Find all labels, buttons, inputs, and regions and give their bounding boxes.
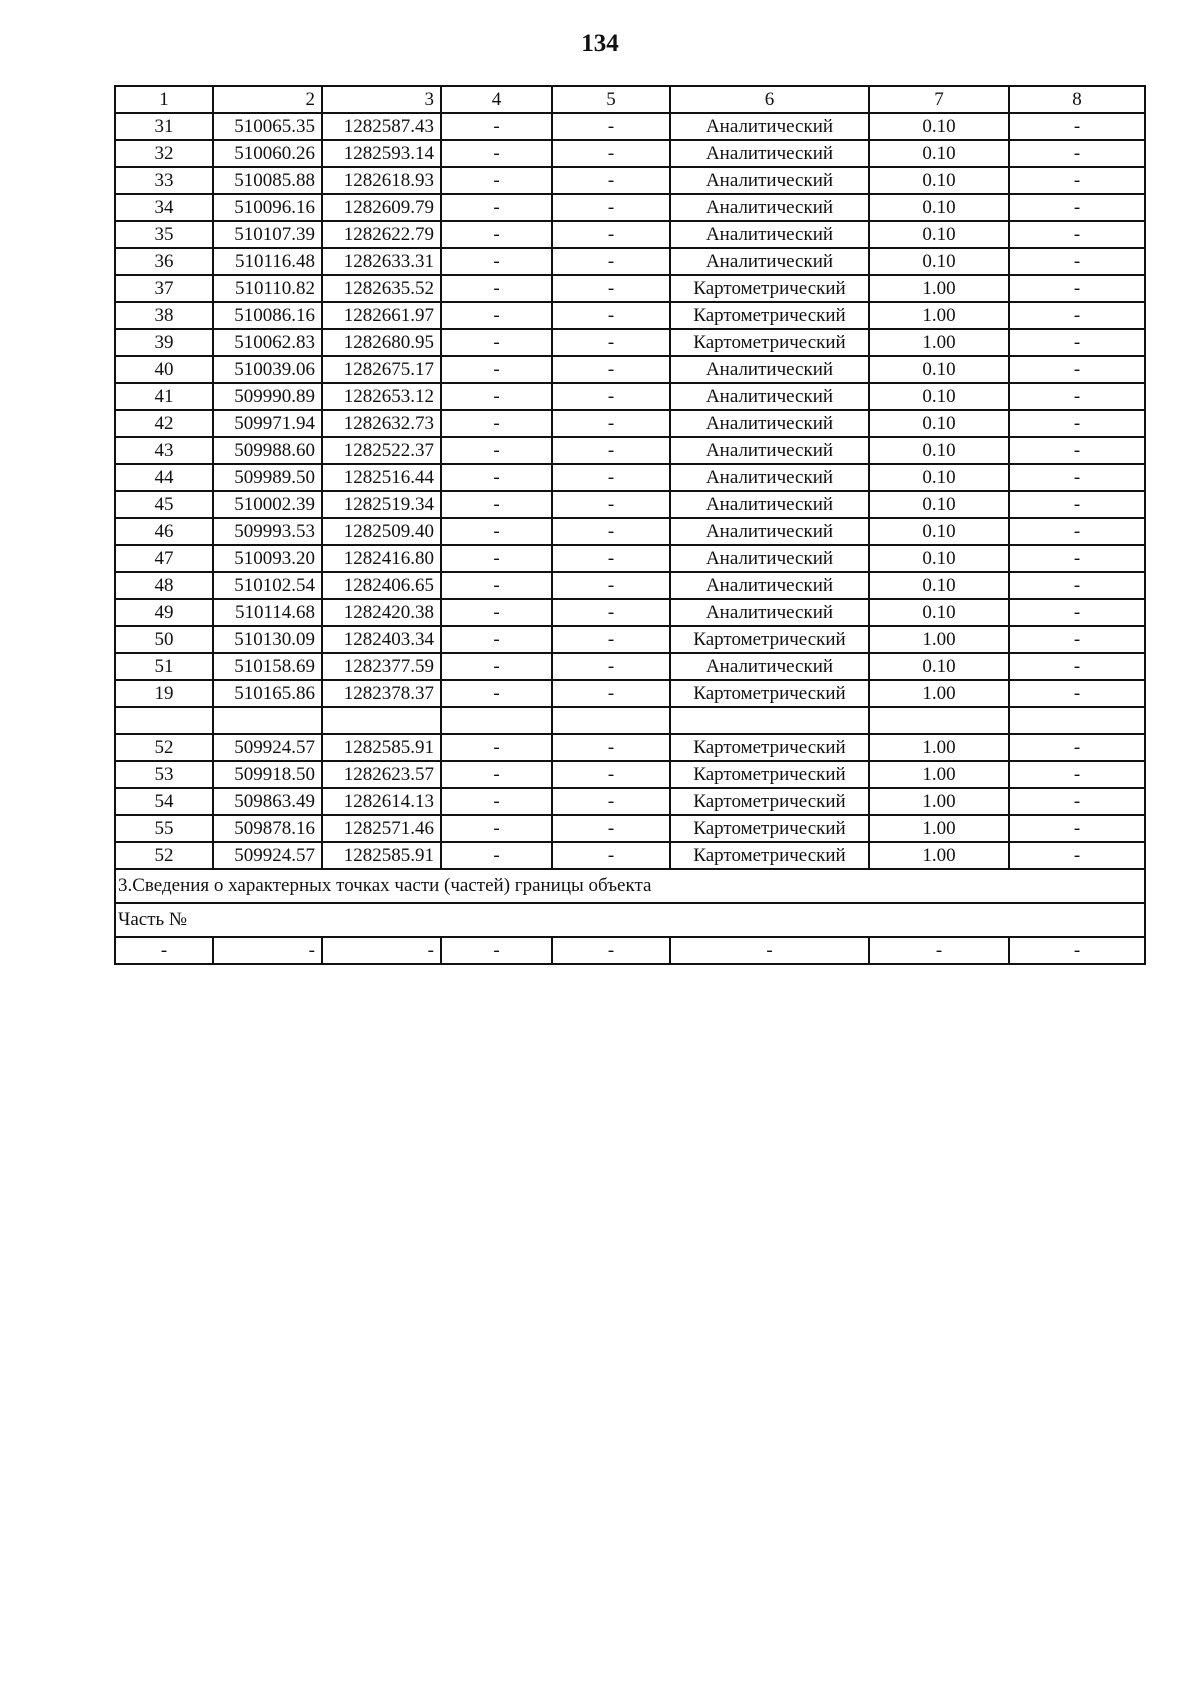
table-cell: - xyxy=(441,842,552,869)
table-cell: 1282633.31 xyxy=(322,248,441,275)
table-cell: 509924.57 xyxy=(213,734,322,761)
table-cell: 510130.09 xyxy=(213,626,322,653)
table-cell: - xyxy=(670,937,869,964)
empty-cell xyxy=(552,707,670,734)
table-cell: 1282522.37 xyxy=(322,437,441,464)
coordinates-table xyxy=(114,85,1146,965)
table-cell: 34 xyxy=(115,194,213,221)
table-cell: Аналитический xyxy=(670,545,869,572)
table-cell: - xyxy=(441,302,552,329)
table-row xyxy=(115,842,1145,869)
table-cell: - xyxy=(441,815,552,842)
table-cell: 19 xyxy=(115,680,213,707)
table-row xyxy=(115,356,1145,383)
table-cell: - xyxy=(1009,842,1145,869)
table-row xyxy=(115,761,1145,788)
page-number: 134 xyxy=(581,30,619,57)
table-cell: - xyxy=(552,248,670,275)
table-cell: - xyxy=(1009,383,1145,410)
table-cell: - xyxy=(1009,680,1145,707)
table-row xyxy=(115,302,1145,329)
table-cell: 47 xyxy=(115,545,213,572)
table-cell: - xyxy=(552,437,670,464)
table-cell: - xyxy=(1009,572,1145,599)
table-cell: - xyxy=(1009,464,1145,491)
table-row xyxy=(115,194,1145,221)
table-cell: 509990.89 xyxy=(213,383,322,410)
table-cell: 46 xyxy=(115,518,213,545)
table-cell: 1282585.91 xyxy=(322,734,441,761)
table-cell: 53 xyxy=(115,761,213,788)
table-cell: - xyxy=(441,572,552,599)
table-cell: 0.10 xyxy=(869,545,1009,572)
table-cell: 1282516.44 xyxy=(322,464,441,491)
table-cell: Аналитический xyxy=(670,518,869,545)
table-cell: 1282675.17 xyxy=(322,356,441,383)
table-cell: 1.00 xyxy=(869,734,1009,761)
table-cell: 0.10 xyxy=(869,653,1009,680)
table-row xyxy=(115,491,1145,518)
table-row xyxy=(115,221,1145,248)
table-cell: Аналитический xyxy=(670,464,869,491)
section-row xyxy=(115,869,1145,903)
table-cell: - xyxy=(552,410,670,437)
table-cell: 1282420.38 xyxy=(322,599,441,626)
table-cell: 509989.50 xyxy=(213,464,322,491)
table-cell: 1.00 xyxy=(869,815,1009,842)
table-cell: Аналитический xyxy=(670,599,869,626)
table-cell: 1282632.73 xyxy=(322,410,441,437)
table-cell: 1.00 xyxy=(869,761,1009,788)
table-cell: - xyxy=(552,599,670,626)
table-row xyxy=(115,437,1145,464)
table-cell: 1282416.80 xyxy=(322,545,441,572)
table-cell: 510114.68 xyxy=(213,599,322,626)
table-cell: - xyxy=(1009,815,1145,842)
table-cell: - xyxy=(1009,653,1145,680)
table-cell: 41 xyxy=(115,383,213,410)
table-cell: 510110.82 xyxy=(213,275,322,302)
empty-cell xyxy=(441,707,552,734)
part-label-row xyxy=(115,903,1145,937)
table-cell: 8 xyxy=(1009,86,1145,113)
table-cell: 6 xyxy=(670,86,869,113)
table-cell: 510165.86 xyxy=(213,680,322,707)
table-cell: 1282653.12 xyxy=(322,383,441,410)
table-cell: 1282623.57 xyxy=(322,761,441,788)
table-cell: - xyxy=(1009,545,1145,572)
table-cell: - xyxy=(441,761,552,788)
table-cell: 5 xyxy=(552,86,670,113)
table-cell: - xyxy=(869,937,1009,964)
table-row xyxy=(115,410,1145,437)
table-cell: 510096.16 xyxy=(213,194,322,221)
table-row xyxy=(115,383,1145,410)
table-cell: - xyxy=(322,937,441,964)
table-cell: 510116.48 xyxy=(213,248,322,275)
table-cell: Аналитический xyxy=(670,572,869,599)
table-cell: - xyxy=(441,410,552,437)
empty-cell xyxy=(213,707,322,734)
table-cell: - xyxy=(441,221,552,248)
table-cell: - xyxy=(1009,194,1145,221)
table-cell: Аналитический xyxy=(670,437,869,464)
table-row xyxy=(115,113,1145,140)
table-row xyxy=(115,167,1145,194)
table-cell: - xyxy=(441,194,552,221)
table-cell: 52 xyxy=(115,842,213,869)
table-row xyxy=(115,734,1145,761)
table-cell: - xyxy=(552,626,670,653)
table-cell: Аналитический xyxy=(670,194,869,221)
table-cell: 509924.57 xyxy=(213,842,322,869)
table-cell: 31 xyxy=(115,113,213,140)
table-cell: 0.10 xyxy=(869,491,1009,518)
table-cell: Аналитический xyxy=(670,248,869,275)
table-cell: 510102.54 xyxy=(213,572,322,599)
table-cell: 1.00 xyxy=(869,788,1009,815)
table-cell: - xyxy=(1009,761,1145,788)
table-cell: Аналитический xyxy=(670,140,869,167)
table-cell: 0.10 xyxy=(869,410,1009,437)
table-cell: - xyxy=(441,140,552,167)
table-cell: 0.10 xyxy=(869,464,1009,491)
table-cell: 1.00 xyxy=(869,329,1009,356)
table-cell: - xyxy=(441,491,552,518)
table-cell: 509878.16 xyxy=(213,815,322,842)
table-cell: 1.00 xyxy=(869,626,1009,653)
table-cell: 1282635.52 xyxy=(322,275,441,302)
table-cell: - xyxy=(1009,937,1145,964)
table-cell: 510060.26 xyxy=(213,140,322,167)
table-cell: Картометрический xyxy=(670,626,869,653)
table-cell: 510039.06 xyxy=(213,356,322,383)
table-cell: - xyxy=(1009,248,1145,275)
table-cell: 1282622.79 xyxy=(322,221,441,248)
table-cell: 0.10 xyxy=(869,599,1009,626)
table-row xyxy=(115,626,1145,653)
table-cell: 1282377.59 xyxy=(322,653,441,680)
table-cell: 0.10 xyxy=(869,194,1009,221)
table-cell: 51 xyxy=(115,653,213,680)
table-cell: Картометрический xyxy=(670,302,869,329)
table-cell: - xyxy=(552,545,670,572)
table-cell: - xyxy=(1009,437,1145,464)
table-cell: Картометрический xyxy=(670,761,869,788)
table-cell: - xyxy=(441,113,552,140)
table-cell: Аналитический xyxy=(670,113,869,140)
table-cell: - xyxy=(552,113,670,140)
table-cell: 52 xyxy=(115,734,213,761)
table-row xyxy=(115,572,1145,599)
table-cell: Аналитический xyxy=(670,383,869,410)
empty-cell xyxy=(1009,707,1145,734)
table-cell: 1.00 xyxy=(869,842,1009,869)
table-cell: - xyxy=(441,248,552,275)
table-row xyxy=(115,140,1145,167)
table-cell: - xyxy=(552,815,670,842)
table-cell: 2 xyxy=(213,86,322,113)
table-cell: 509988.60 xyxy=(213,437,322,464)
table-row xyxy=(115,653,1145,680)
table-cell: 1282403.34 xyxy=(322,626,441,653)
table-cell: 54 xyxy=(115,788,213,815)
table-cell: - xyxy=(1009,221,1145,248)
table-cell: Аналитический xyxy=(670,356,869,383)
table-cell: 510086.16 xyxy=(213,302,322,329)
table-cell: - xyxy=(552,356,670,383)
table-cell: 55 xyxy=(115,815,213,842)
table-cell: 509993.53 xyxy=(213,518,322,545)
table-cell: Аналитический xyxy=(670,167,869,194)
table-cell: - xyxy=(552,221,670,248)
table-cell: 509918.50 xyxy=(213,761,322,788)
part-label: Часть № xyxy=(115,903,1145,937)
table-cell: - xyxy=(441,653,552,680)
table-cell: 0.10 xyxy=(869,167,1009,194)
table-cell: - xyxy=(441,464,552,491)
table-cell: 0.10 xyxy=(869,572,1009,599)
table-cell: - xyxy=(1009,599,1145,626)
table-cell: - xyxy=(441,356,552,383)
table-cell: - xyxy=(552,194,670,221)
table-row xyxy=(115,464,1145,491)
table-cell: - xyxy=(1009,410,1145,437)
table-cell: 40 xyxy=(115,356,213,383)
table-cell: 510085.88 xyxy=(213,167,322,194)
table-cell: - xyxy=(1009,275,1145,302)
table-row xyxy=(115,275,1145,302)
table-cell: - xyxy=(552,937,670,964)
table-cell: - xyxy=(115,937,213,964)
header-row xyxy=(115,86,1145,113)
table-cell: - xyxy=(441,275,552,302)
table-cell: 1282593.14 xyxy=(322,140,441,167)
table-cell: 45 xyxy=(115,491,213,518)
table-cell: 1282661.97 xyxy=(322,302,441,329)
table-cell: 510107.39 xyxy=(213,221,322,248)
table-cell: - xyxy=(1009,140,1145,167)
table-cell: 1282618.93 xyxy=(322,167,441,194)
table-cell: 0.10 xyxy=(869,518,1009,545)
table-cell: 1.00 xyxy=(869,275,1009,302)
table-cell: - xyxy=(552,761,670,788)
table-cell: 33 xyxy=(115,167,213,194)
table-cell: 44 xyxy=(115,464,213,491)
table-cell: - xyxy=(552,167,670,194)
table-cell: - xyxy=(552,329,670,356)
table-cell: 1282614.13 xyxy=(322,788,441,815)
table-cell: - xyxy=(1009,626,1145,653)
table-row xyxy=(115,599,1145,626)
table-cell: 510158.69 xyxy=(213,653,322,680)
empty-cell xyxy=(869,707,1009,734)
table-row xyxy=(115,815,1145,842)
table-cell: 43 xyxy=(115,437,213,464)
table-cell: 0.10 xyxy=(869,356,1009,383)
table-cell: - xyxy=(1009,302,1145,329)
table-cell: Аналитический xyxy=(670,410,869,437)
table-cell: 4 xyxy=(441,86,552,113)
section-title: 3.Сведения о характерных точках части (частей) границы объекта xyxy=(115,869,1145,903)
table-cell: - xyxy=(441,329,552,356)
table-cell: 1 xyxy=(115,86,213,113)
table-cell: - xyxy=(441,599,552,626)
table-cell: 36 xyxy=(115,248,213,275)
table-row xyxy=(115,680,1145,707)
table-cell: - xyxy=(552,734,670,761)
table-cell: - xyxy=(552,275,670,302)
table-cell: - xyxy=(213,937,322,964)
table-row xyxy=(115,545,1145,572)
table-cell: - xyxy=(441,937,552,964)
table-cell: Картометрический xyxy=(670,842,869,869)
table-cell: Картометрический xyxy=(670,788,869,815)
table-cell: - xyxy=(1009,356,1145,383)
table-cell: - xyxy=(441,734,552,761)
table-cell: Аналитический xyxy=(670,653,869,680)
table-cell: - xyxy=(1009,167,1145,194)
table-cell: Картометрический xyxy=(670,275,869,302)
table-cell: - xyxy=(441,626,552,653)
table-cell: - xyxy=(441,437,552,464)
table-cell: - xyxy=(552,680,670,707)
table-cell: 0.10 xyxy=(869,221,1009,248)
empty-cell xyxy=(670,707,869,734)
table-cell: 1282585.91 xyxy=(322,842,441,869)
table-cell: - xyxy=(441,518,552,545)
table-cell: - xyxy=(552,788,670,815)
table-cell: - xyxy=(1009,788,1145,815)
table-cell: Картометрический xyxy=(670,734,869,761)
table-cell: 510093.20 xyxy=(213,545,322,572)
empty-cell xyxy=(322,707,441,734)
table-cell: Картометрический xyxy=(670,329,869,356)
table-cell: 1282519.34 xyxy=(322,491,441,518)
table-cell: - xyxy=(1009,491,1145,518)
table-cell: 50 xyxy=(115,626,213,653)
table-cell: 510002.39 xyxy=(213,491,322,518)
table-cell: 1282680.95 xyxy=(322,329,441,356)
table-row xyxy=(115,329,1145,356)
table-cell: - xyxy=(1009,734,1145,761)
empty-cell xyxy=(115,707,213,734)
table-cell: 48 xyxy=(115,572,213,599)
table-row xyxy=(115,248,1145,275)
table-cell: Картометрический xyxy=(670,815,869,842)
table-cell: - xyxy=(552,464,670,491)
table-cell: - xyxy=(552,491,670,518)
table-cell: 0.10 xyxy=(869,140,1009,167)
table-cell: 49 xyxy=(115,599,213,626)
table-cell: 37 xyxy=(115,275,213,302)
table-cell: - xyxy=(1009,518,1145,545)
empty-row xyxy=(115,707,1145,734)
table-cell: 1.00 xyxy=(869,302,1009,329)
table-cell: 0.10 xyxy=(869,248,1009,275)
table-cell: - xyxy=(441,545,552,572)
table-cell: - xyxy=(441,383,552,410)
table-row xyxy=(115,788,1145,815)
table-cell: Картометрический xyxy=(670,680,869,707)
table-cell: 510062.83 xyxy=(213,329,322,356)
table-cell: - xyxy=(552,653,670,680)
table-cell: 1282378.37 xyxy=(322,680,441,707)
table-cell: - xyxy=(441,788,552,815)
table-cell: - xyxy=(552,383,670,410)
table-cell: - xyxy=(552,518,670,545)
table-cell: 0.10 xyxy=(869,113,1009,140)
table-cell: - xyxy=(552,572,670,599)
table-cell: - xyxy=(441,680,552,707)
table-cell: 32 xyxy=(115,140,213,167)
table-cell: 39 xyxy=(115,329,213,356)
part-row xyxy=(115,937,1145,964)
table-cell: 42 xyxy=(115,410,213,437)
table-row xyxy=(115,518,1145,545)
table-cell: 3 xyxy=(322,86,441,113)
table-cell: - xyxy=(1009,113,1145,140)
table-cell: - xyxy=(441,167,552,194)
table-cell: 1282587.43 xyxy=(322,113,441,140)
table-cell: 38 xyxy=(115,302,213,329)
table-cell: 0.10 xyxy=(869,437,1009,464)
table-cell: - xyxy=(1009,329,1145,356)
table-cell: 7 xyxy=(869,86,1009,113)
table-cell: 510065.35 xyxy=(213,113,322,140)
table-cell: 1282509.40 xyxy=(322,518,441,545)
table-cell: - xyxy=(552,842,670,869)
table-cell: 1282609.79 xyxy=(322,194,441,221)
table-cell: 1.00 xyxy=(869,680,1009,707)
table-cell: 509971.94 xyxy=(213,410,322,437)
table-cell: - xyxy=(552,302,670,329)
table-cell: Аналитический xyxy=(670,221,869,248)
table-cell: 1282406.65 xyxy=(322,572,441,599)
table-cell: - xyxy=(552,140,670,167)
table-cell: 509863.49 xyxy=(213,788,322,815)
table-cell: 0.10 xyxy=(869,383,1009,410)
table-cell: 35 xyxy=(115,221,213,248)
table-cell: Аналитический xyxy=(670,491,869,518)
table-cell: 1282571.46 xyxy=(322,815,441,842)
